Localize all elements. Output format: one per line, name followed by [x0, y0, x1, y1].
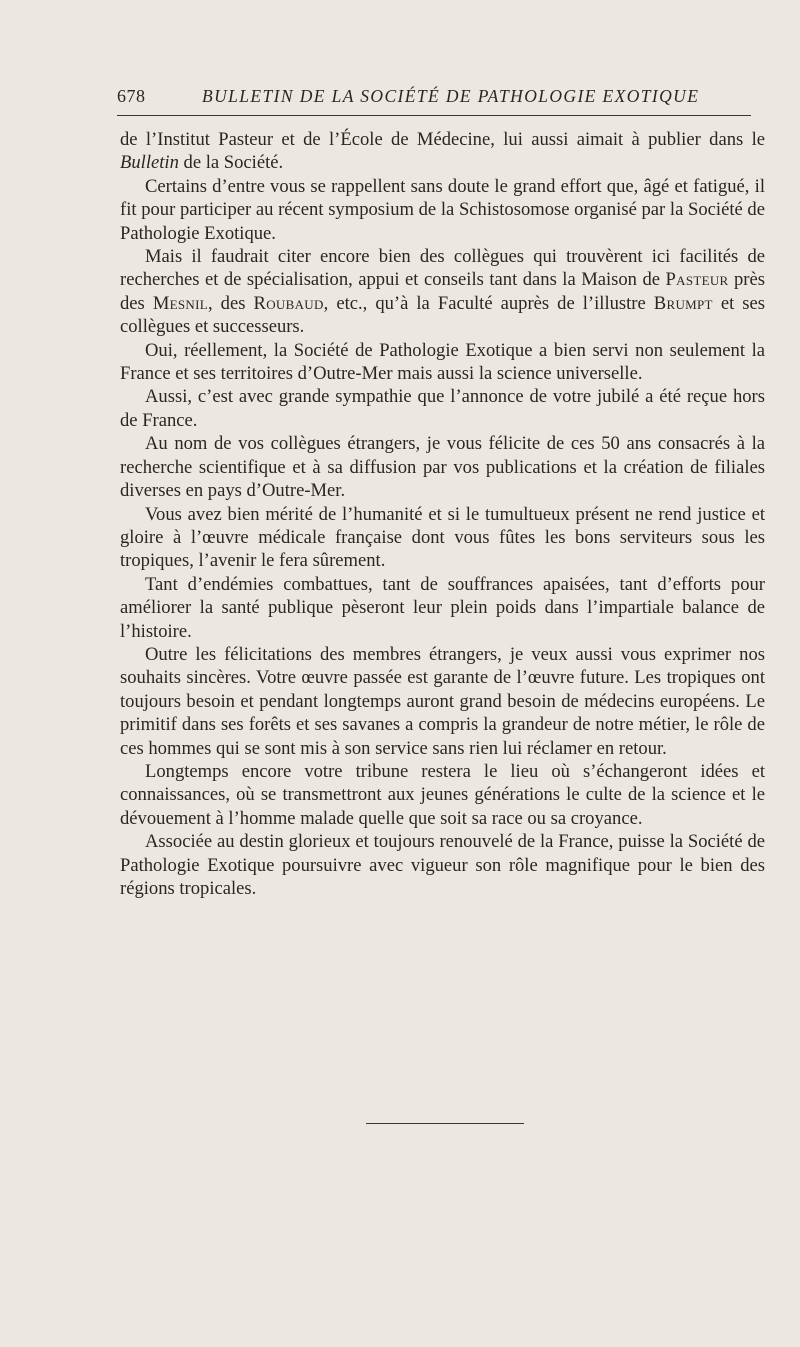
paragraph: Mais il faudrait citer encore bien des collègues qui trouvèrent ici facilités de recherches et de spécialisation, appui et conseils tant dans la Maison de Pasteur près des Mesnil, des Roubaud, etc., qu’à la Faculté auprès de l’illustre Brumpt et ses collègues et successeurs. — [120, 246, 766, 338]
name-brumpt: Brumpt — [653, 292, 713, 314]
paragraph: Associée au destin glorieux et toujours renouvelé de la France, puisse la Société de Pathologie Exotique poursuivre avec vigueur son rôle magnifique pour le bien des régions tropicales. — [120, 831, 765, 899]
paragraph: Longtemps encore votre tribune restera le lieu où s’échangeront idées et connaissances, où se transmettront aux jeunes générations le culte de la science et le dévouement à l’homme malade quelle que soit sa race ou sa croyance. — [120, 760, 765, 829]
paragraph: Au nom de vos collègues étrangers, je vous félicite de ces 50 ans consacrés à la recherche scientifique et à sa diffusion par vos publications et la création de filiales diverses en pays d’Outre-Mer. — [120, 433, 765, 502]
paragraph-continuation: de l’Institut Pasteur et de l’École de Médecine, lui aussi aimait à publier dans le Bulletin de la Société. — [120, 129, 765, 174]
end-divider — [366, 1123, 524, 1124]
paragraph: Vous avez bien mérité de l’humanité et si le tumultueux présent ne rend justice et gloire à l’œuvre médicale française dont vous fûtes les bons serviteurs sous les tropiques, l’avenir le fera sûrement. — [120, 503, 765, 572]
paragraph: Oui, réellement, la Société de Pathologie Exotique a bien servi non seulement la France et ses territoires d’Outre-Mer mais aussi la science universelle. — [120, 339, 765, 385]
name-roubaud: Roubaud — [253, 292, 324, 314]
paragraph: Certains d’entre vous se rappellent sans doute le grand effort que, âgé et fatigué, il fit pour participer au récent symposium de la Schistosomose organisé par la Société de Pathologie Exotique. — [120, 175, 765, 244]
header-divider — [117, 115, 751, 116]
paragraph: Outre les félicitations des membres étrangers, je veux aussi vous exprimer nos souhaits sincères. Votre œuvre passée est garante de l’œuvre future. Les tropiques ont toujours besoin et pendant longtemps auront grand besoin de médecins européens. Le primitif dans ses forêts et ses savanes a compris la grandeur de notre métier, le rôle de ces hommes qui se sont mis à son service sans rien lui réclamer en retour. — [120, 643, 765, 759]
page-number: 678 — [117, 86, 146, 106]
article-body — [120, 128, 765, 900]
page-header — [117, 86, 750, 112]
paragraph: Aussi, c’est avec grande sympathie que l’annonce de votre jubilé a été reçue hors de France. — [120, 386, 765, 431]
name-mesnil: Mesnil — [152, 292, 208, 314]
running-title: BULLETIN DE LA SOCIÉTÉ DE PATHOLOGIE EXOTIQUE — [202, 86, 700, 106]
bulletin-title-italic: Bulletin — [120, 152, 179, 174]
name-pasteur: Pasteur — [665, 269, 729, 291]
paragraph: Tant d’endémies combattues, tant de souffrances apaisées, tant d’efforts pour améliorer la santé publique pèseront leur plein poids dans l’impartiale balance de l’histoire. — [120, 573, 765, 642]
